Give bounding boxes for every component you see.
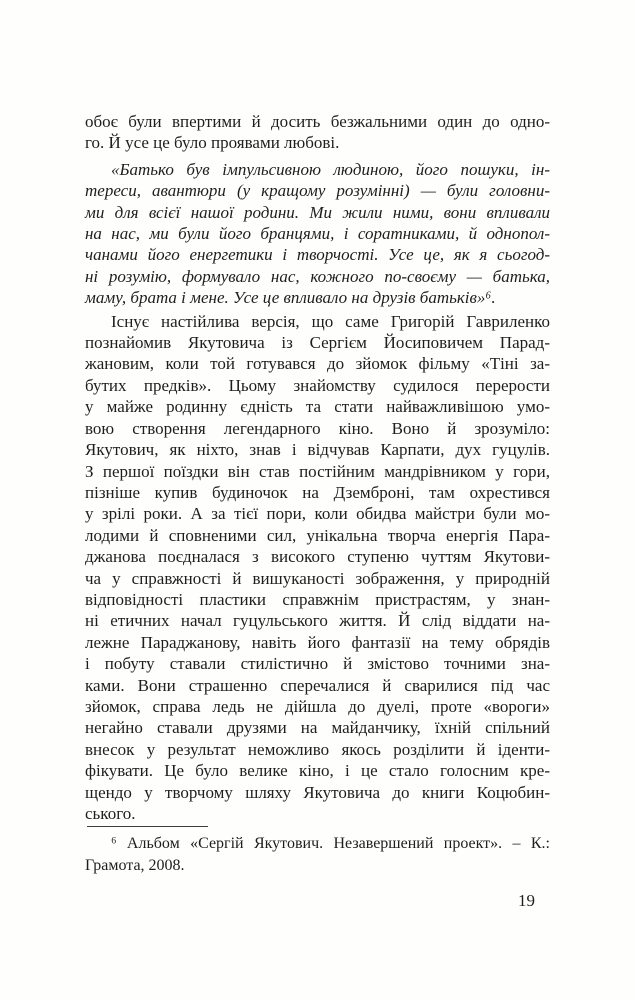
text-line: фікувати. Це було велике кіно, і це стало голосним кре-	[85, 761, 550, 781]
text-line: тереси, авантюри (у кращому розумінні) — були головни-	[85, 181, 550, 201]
text-line: ками. Вони страшенно сперечалися й сварилися під час	[85, 675, 550, 695]
text-line: бутих предків». Цьому знайомству судилося перерости	[85, 375, 550, 395]
text-line: лодими й сповненими сил, унікальна творча енергія Пара-	[85, 525, 550, 545]
text-line: познайомив Якутовича із Сергієм Йосиповичем Парад-	[85, 333, 550, 353]
text-line: і побуту ставали стилістично й змістово точними зна-	[85, 654, 550, 674]
text-line: на нас, ми були його бранцями, і соратниками, й однопол-	[85, 224, 550, 244]
text-line: зйомок, справа ледь не дійшла до дуелі, проте «вороги»	[85, 696, 550, 716]
text-line: ні розумію, формувало нас, кожного по-своєму — батька,	[85, 266, 550, 286]
text-line: негайно ставали друзями на майданчику, їхній спільний	[85, 718, 550, 738]
footnote-divider	[87, 826, 208, 827]
text-line: щендо у творчому шляху Якутовича до книги Коцюбин-	[85, 782, 550, 802]
text-line: ми для всієї нашої родини. Ми жили ними, вони впливали	[85, 202, 550, 222]
text-line: вою створення легендарного кіно. Воно й зрозуміло:	[85, 418, 550, 438]
text-line: ського.	[85, 804, 136, 823]
page-number: 19	[518, 891, 535, 910]
text-line: внесок у результат неможливо якось розділити й іденти-	[85, 739, 550, 759]
text-line: у майже родинну єдність та стати найважливішою умо-	[85, 397, 550, 417]
text-line: ні етичних начал гуцульського життя. Й слід віддати на-	[85, 611, 550, 631]
text-line: ча у справжності й вишуканості зображення, у природній	[85, 568, 550, 588]
text-line: пізніше купив будиночок на Дземброні, там охрестився	[85, 482, 550, 502]
text-line: З першої поїздки він став постійним мандрівником у гори,	[85, 461, 550, 481]
paragraph	[85, 311, 550, 825]
text-line: жановим, коли той готувався до зйомок фільму «Тіні за-	[85, 354, 550, 374]
text-line: «Батько був імпульсивною людиною, його пошуки, ін-	[111, 159, 550, 179]
text-line: лежне Параджанову, навіть його фантазії на тему обрядів	[85, 632, 550, 652]
quote-paragraph	[85, 159, 550, 309]
text-line: чанами його енергетики і творчості. Усе це, як я сьогод-	[85, 245, 550, 265]
footnote-line: Грамота, 2008.	[85, 856, 185, 874]
text-line: маму, брата і мене. Усе це впливало на друзів батьків»⁶.	[85, 288, 496, 308]
text-line: Якутович, як ніхто, знав і відчував Карпати, дух гуцулів.	[85, 440, 550, 460]
text-line: го. Й усе це було проявами любові.	[85, 133, 340, 153]
body-text	[85, 111, 550, 824]
text-line: обоє були впертими й досить безжальними один до одно-	[85, 112, 550, 131]
text-line: Існує настійлива версія, що саме Григорій Гавриленко	[111, 311, 550, 331]
text-line: у зрілі роки. А за тієї пори, коли обидва майстри були мо-	[85, 504, 550, 524]
footnote	[85, 826, 550, 877]
text-line: джанова поєдналася з високого ступеню чуттям Якутови-	[85, 547, 550, 567]
paragraph	[85, 111, 550, 154]
footnote-line: ⁶ Альбом «Сергій Якутович. Незавершений проект». – К.:	[111, 835, 550, 852]
text-line: відповідності пластики справжнім пристрастям, у знан-	[85, 589, 550, 609]
